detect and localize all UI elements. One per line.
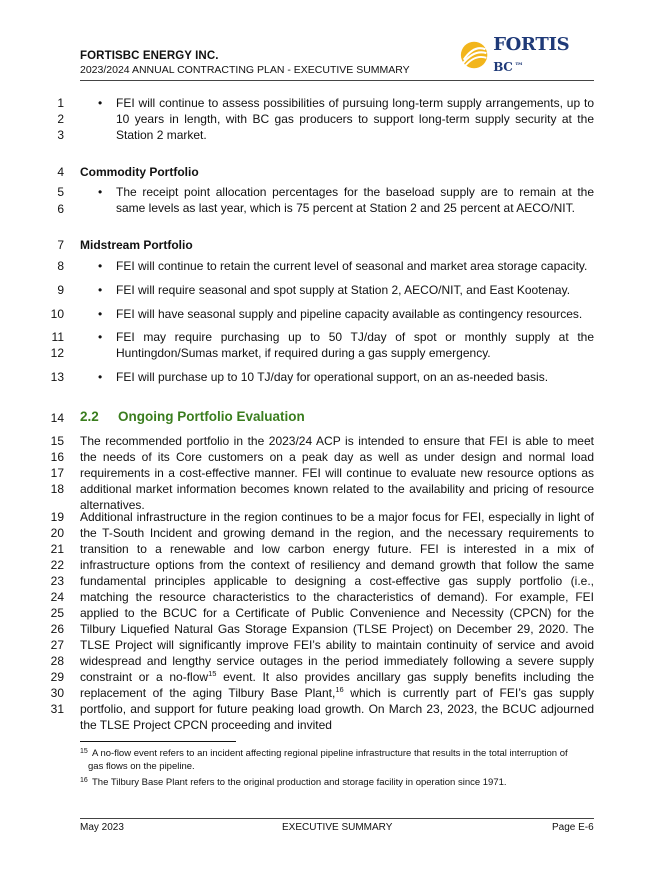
line-number: 13 [50,370,64,384]
bullet-text-operational: FEI will purchase up to 10 TJ/day for operational support, on an as-needed basis. [116,370,549,384]
line-number: 24 [50,590,64,604]
line-number: 20 [50,526,64,540]
line-number: 4 [57,165,64,179]
commodity-portfolio-heading: Commodity Portfolio [80,165,199,179]
line-number: 7 [57,238,64,252]
footer-rule [80,818,594,819]
line-number: 26 [50,622,64,636]
line-number: 11 [51,330,64,344]
bullet-text-huntingdon: FEI may require purchasing up to 50 TJ/day of spot or monthly supply at the Huntingdon/Sumas market, if required during a gas supply emergency. [116,330,594,360]
bullet-text-receipt-point: The receipt point allocation percentages for the baseload supply are to remain at the same levels as last year, which is 75 percent at Station 2 and 25 percent at AECO/NIT. [116,185,594,215]
bullet-icon: • [98,370,103,384]
line-number: 14 [50,411,64,425]
bullet-text-long-term-supply: FEI will continue to assess possibilities of pursuing long-term supply arrangements, up to 10 years in length, with BC gas producers to support long-term supply security at the Station 2 market. [116,96,594,142]
footnote-16: 16 The Tilbury Base Plant refers to the original production and storage facility in operation since 1971. [80,777,507,788]
document-header [80,50,410,76]
line-number: 5 [57,185,64,199]
bullet-icon: • [98,283,103,297]
line-number: 6 [57,202,64,216]
fortis-flame-icon [459,40,489,70]
logo-wordmark: FORTIS BC ™ [493,34,570,74]
footnote-15: 15 A no-flow event refers to an incident affecting regional pipeline infrastructure that results in the total interruption of gas flows on the pipeline. [80,748,568,772]
line-number: 25 [50,606,64,620]
line-number: 9 [57,283,64,297]
section-number: 2.2 [80,409,99,424]
bullet-text-contingency: FEI will have seasonal supply and pipeline capacity available as contingency resources. [116,307,583,321]
company-name: FORTISBC ENERGY INC. [80,50,219,62]
line-number: 30 [50,686,64,700]
line-number: 28 [50,654,64,668]
line-number: 16 [50,450,64,464]
line-number: 2 [57,112,64,126]
header-rule [80,80,594,81]
footer-date: May 2023 [80,822,124,833]
section-title: Ongoing Portfolio Evaluation [118,409,305,424]
line-number: 10 [50,307,64,321]
paragraph-infrastructure: Additional infrastructure in the region continues to be a major focus for FEI, especially in light of the T-South Incident and growing demand in the region, and the necessary requirements to transition to a renewable and low carbon energy future. FEI is interested in a mix of infrastructure options from the context of resiliency and demand growth that follow the same fundamental principles applicable to designing a cost-effective gas supply portfolio (i.e., matching the resource characteristics to the characteristics of demand). For example, FEI applied to the BCUC for a Certificate of Public Convenience and Necessity (CPCN) for the Tilbury Liquefied Natural Gas Storage Expansion (TLSE Project) on December 29, 2020. The TLSE Project will significantly improve FEI’s ability to maintain continuity of service and avoid widespread and lengthy service outages in the period immediately following a severe supply constraint or a no-flow$^{15}$ event. It also provides ancillary gas supply benefits including the replacement of the aging Tilbury Base Plant,$^{16}$ which is currently part of FEI’s gas supply portfolio, and support for future peaking load growth. On March 23, 2023, the BCUC adjourned the TLSE Project CPCN proceeding and invited [80,510,594,732]
line-number: 8 [57,259,64,273]
line-number: 18 [50,482,64,496]
bullet-icon: • [98,259,103,273]
line-number: 23 [50,574,64,588]
line-number: 29 [50,670,64,684]
line-number: 3 [57,128,64,142]
bullet-text-storage: FEI will continue to retain the current level of seasonal and market area storage capacity. [116,259,588,273]
footnote-separator [80,741,236,742]
line-number: 27 [50,638,64,652]
line-number: 12 [50,346,64,360]
line-number: 22 [50,558,64,572]
footnote-ref-16[interactable]: 16 [335,685,344,694]
footer-page-number: Page E-6 [552,822,594,833]
fortisbc-logo [459,34,599,74]
bullet-icon: • [98,330,103,344]
paragraph-portfolio-evaluation: The recommended portfolio in the 2023/24 ACP is intended to ensure that FEI is able to meet the needs of its Core customers on a peak day as well as under design and normal load requirements in a cost-effective manner. FEI will continue to evaluate new resource options as additional market information becomes known related to the availability and pricing of resource alternatives. [80,434,594,512]
document-title: 2023/2024 ANNUAL CONTRACTING PLAN - EXECUTIVE SUMMARY [80,64,410,76]
line-number: 15 [50,434,64,448]
bullet-text-spot-supply: FEI will require seasonal and spot supply at Station 2, AECO/NIT, and East Kootenay. [116,283,571,297]
line-number: 31 [50,702,64,716]
bullet-icon: • [98,185,103,199]
line-number: 19 [50,510,64,524]
bullet-icon: • [98,307,103,321]
line-number: 21 [50,542,64,556]
midstream-portfolio-heading: Midstream Portfolio [80,238,193,252]
bullet-icon: • [98,96,103,110]
footer-section: EXECUTIVE SUMMARY [282,822,393,833]
line-number: 1 [57,96,64,110]
footnote-ref-15[interactable]: 15 [208,669,217,678]
line-number: 17 [50,466,64,480]
